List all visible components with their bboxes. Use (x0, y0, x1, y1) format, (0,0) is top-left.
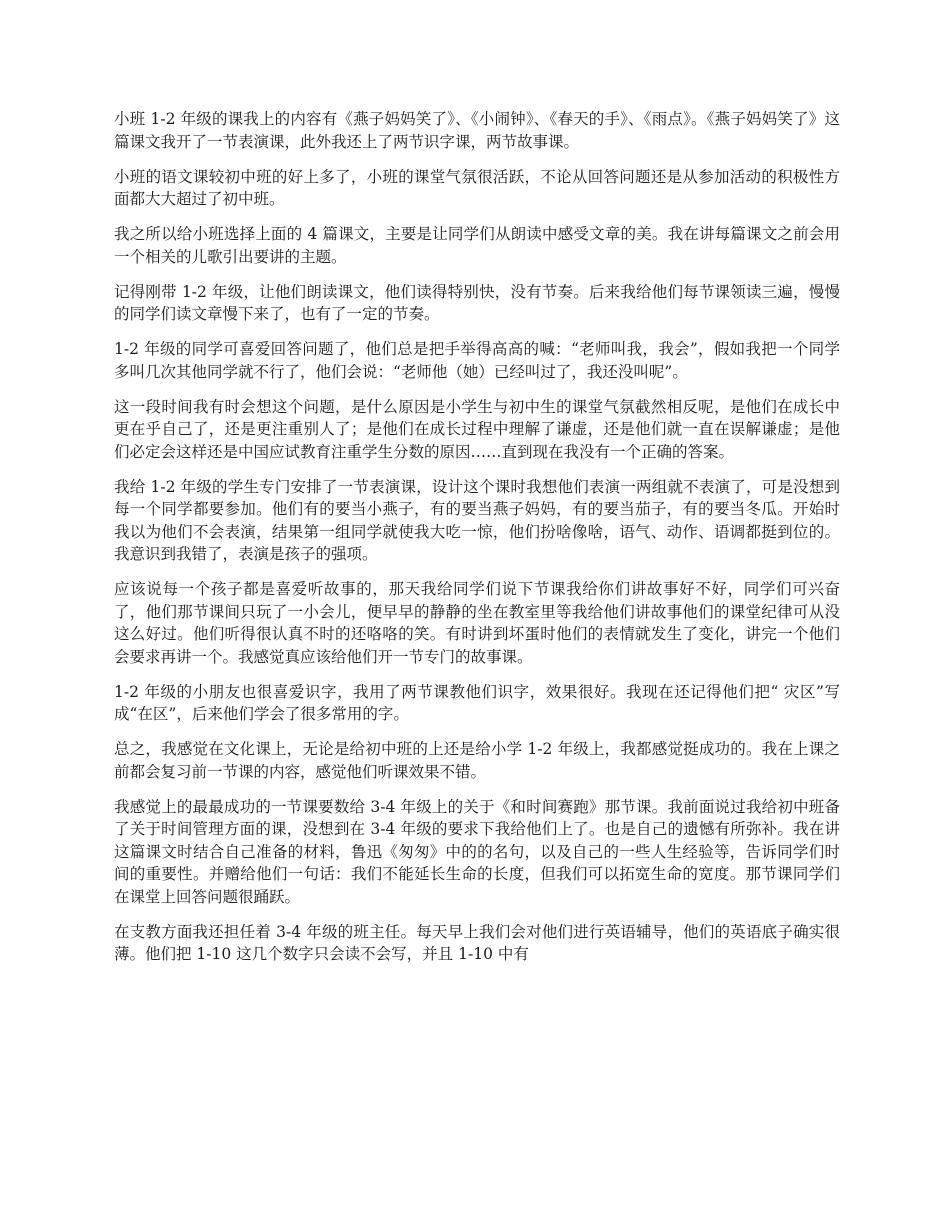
paragraph-6: 这一段时间我有时会想这个问题，是什么原因是小学生与初中生的课堂气氛截然相反呢，是他们在成长中更在乎自己了，还是更注重别人了；是他们在成长过程中理解了谦虚，还是他们就一直在误解谦虚；是他们必定会这样还是中国应试教育注重学生分数的原因……直到现在我没有一个正确的答案。 (114, 397, 840, 461)
paragraph-11: 我感觉上的最最成功的一节课要数给 3-4 年级上的关于《和时间赛跑》那节课。我前面说过我给初中班备了关于时间管理方面的课，没想到在 3-4 年级的要求下我给他们上了。也是自己的遗憾有所弥补。我在讲这篇课文时结合自己准备的材料，鲁迅《匆匆》中的的名句，以及自己的一些人生经验等，告诉同学们时间的重要性。并赠给他们一句话：我们不能延长生命的长度，但我们可以拓宽生命的宽度。那节课同学们在课堂上回答问题很踊跃。 (114, 797, 840, 906)
paragraph-10: 总之，我感觉在文化课上，无论是给初中班的上还是给小学 1-2 年级上，我都感觉挺成功的。我在上课之前都会复习前一节课的内容，感觉他们听课效果不错。 (114, 740, 840, 781)
paragraph-9: 1-2 年级的小朋友也很喜爱识字，我用了两节课教他们识字，效果很好。我现在还记得他们把“ 灾区”写成“在区”，后来他们学会了很多常用的字。 (114, 682, 840, 723)
paragraph-4: 记得刚带 1-2 年级，让他们朗读课文，他们读得特别快，没有节奏。后来我给他们每节课领读三遍，慢慢的同学们读文章慢下来了，也有了一定的节奏。 (114, 282, 840, 323)
paragraph-3: 我之所以给小班选择上面的 4 篇课文，主要是让同学们从朗读中感受文章的美。我在讲每篇课文之前会用一个相关的儿歌引出要讲的主题。 (114, 225, 840, 266)
paragraph-12: 在支教方面我还担任着 3-4 年级的班主任。每天早上我们会对他们进行英语辅导，他们的英语底子确实很薄。他们把 1-10 这几个数字只会读不会写，并且 1-10 中有 (114, 922, 840, 963)
document-page (114, 108, 840, 978)
paragraph-5: 1-2 年级的同学可喜爱回答问题了，他们总是把手举得高高的喊：“老师叫我，我会”，假如我把一个同学多叫几次其他同学就不行了，他们会说：“老师他（她）已经叫过了，我还没叫呢”。 (114, 340, 840, 381)
paragraph-2: 小班的语文课较初中班的好上多了，小班的课堂气氛很活跃，不论从回答问题还是从参加活动的积极性方面都大大超过了初中班。 (114, 167, 840, 208)
paragraph-1: 小班 1-2 年级的课我上的内容有《燕子妈妈笑了》、《小闹钟》、《春天的手》、《雨点》。《燕子妈妈笑了》这篇课文我开了一节表演课，此外我还上了两节识字课，两节故事课。 (114, 110, 840, 151)
paragraph-7: 我给 1-2 年级的学生专门安排了一节表演课，设计这个课时我想他们表演一两组就不表演了，可是没想到每一个同学都要参加。他们有的要当小燕子，有的要当燕子妈妈，有的要当茄子，有的要当冬瓜。开始时我以为他们不会表演，结果第一组同学就使我大吃一惊，他们扮啥像啥，语气、动作、语调都挺到位的。我意识到我错了，表演是孩子的强项。 (114, 477, 840, 563)
paragraph-8: 应该说每一个孩子都是喜爱听故事的，那天我给同学们说下节课我给你们讲故事好不好，同学们可兴奋了，他们那节课间只玩了一小会儿，便早早的静静的坐在教室里等我给他们讲故事他们的课堂纪律可从没这么好过。他们听得很认真不时的还咯咯的笑。有时讲到坏蛋时他们的表情就发生了变化，讲完一个他们会要求再讲一个。我感觉真应该给他们开一节专门的故事课。 (114, 580, 840, 666)
